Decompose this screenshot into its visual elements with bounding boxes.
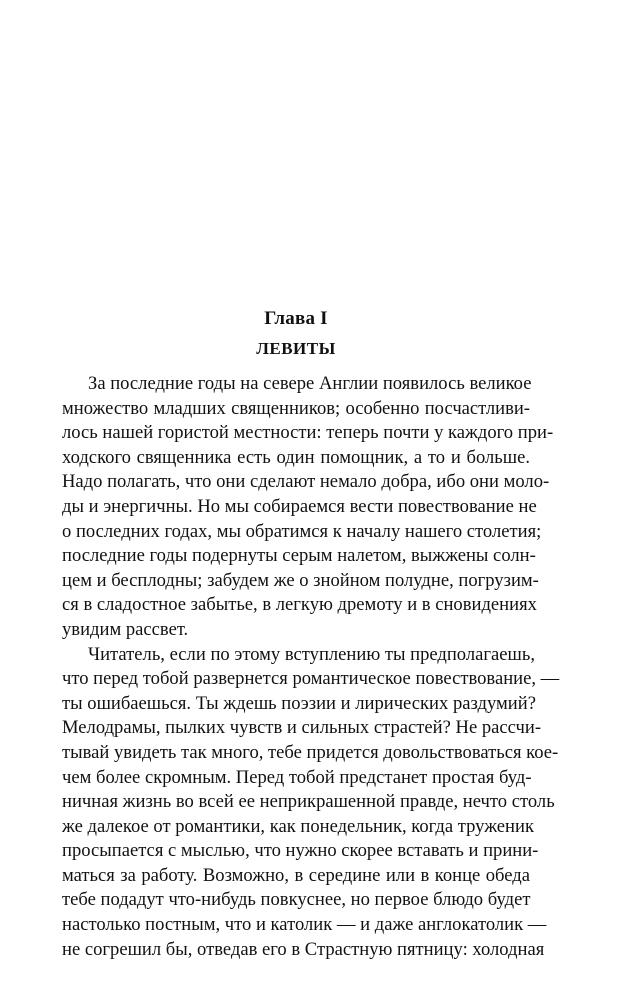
text-line: чем более скромным. Перед тобой предстанет простая буд- [62, 766, 532, 788]
text-line: ся в сладостное забытье, в легкую дремоту и в сновидениях [62, 594, 537, 616]
text-line: о последних годах, мы обратимся к началу нашего столетия; [62, 520, 542, 542]
text-line: Надо полагать, что они сделают немало добра, ибо они моло- [62, 471, 550, 493]
text-line: множество младших священников; особенно посчастливи- [62, 397, 530, 419]
text-line: ничная жизнь во всей ее неприкрашенной правде, нечто столь [62, 791, 555, 813]
text-line: увидим рассвет. [62, 618, 189, 640]
paragraph [62, 372, 554, 643]
text-line: тебе подадут что-нибудь повкуснее, но первое блюдо будет [62, 889, 531, 911]
text-line: За последние годы на севере Англии появилось великое [88, 373, 532, 394]
text-line: цем и бесплодны; забудем же о знойном полудне, погрузим- [62, 569, 539, 591]
text-line: Читатель, если по этому вступлению ты предполагаешь, [88, 643, 535, 665]
paragraph [62, 643, 560, 963]
text-line: ходского священника есть один помощник, а то и больше. [62, 446, 530, 468]
chapter-title: ЛЕВИТЫ [256, 339, 336, 358]
text-line: последние годы подернуты серым налетом, выжжены солн- [62, 545, 536, 567]
text-line: что перед тобой развернется романтическое повествование, — [62, 668, 560, 690]
chapter-number: Глава I [264, 308, 328, 329]
text-line: лось нашей гористой местности: теперь почти у каждого при- [62, 422, 554, 444]
chapter-heading [62, 306, 530, 362]
text-line: ды и энергичны. Но мы собираемся вести повествование не [62, 495, 537, 517]
text-line: Мелодрамы, пылких чувств и сильных страстей? Не рассчи- [62, 717, 542, 739]
text-line: настолько постным, что и католик — и даже англокатолик — [62, 914, 547, 936]
text-line: просыпается с мыслью, что нужно скорее вставать и прини- [62, 840, 539, 862]
text-line: не согрешил бы, отведав его в Страстную пятницу: холодная [62, 938, 545, 960]
body-text [62, 372, 560, 962]
text-line: же далекое от романтики, как понедельник, когда труженик [62, 815, 534, 837]
text-line: маться за работу. Возможно, в середине или в конце обеда [62, 864, 530, 886]
text-line: ты ошибаешься. Ты ждешь поэзии и лирических раздумий? [62, 692, 536, 714]
text-line: тывай увидеть так много, тебе придется довольствоваться кое- [62, 741, 559, 763]
